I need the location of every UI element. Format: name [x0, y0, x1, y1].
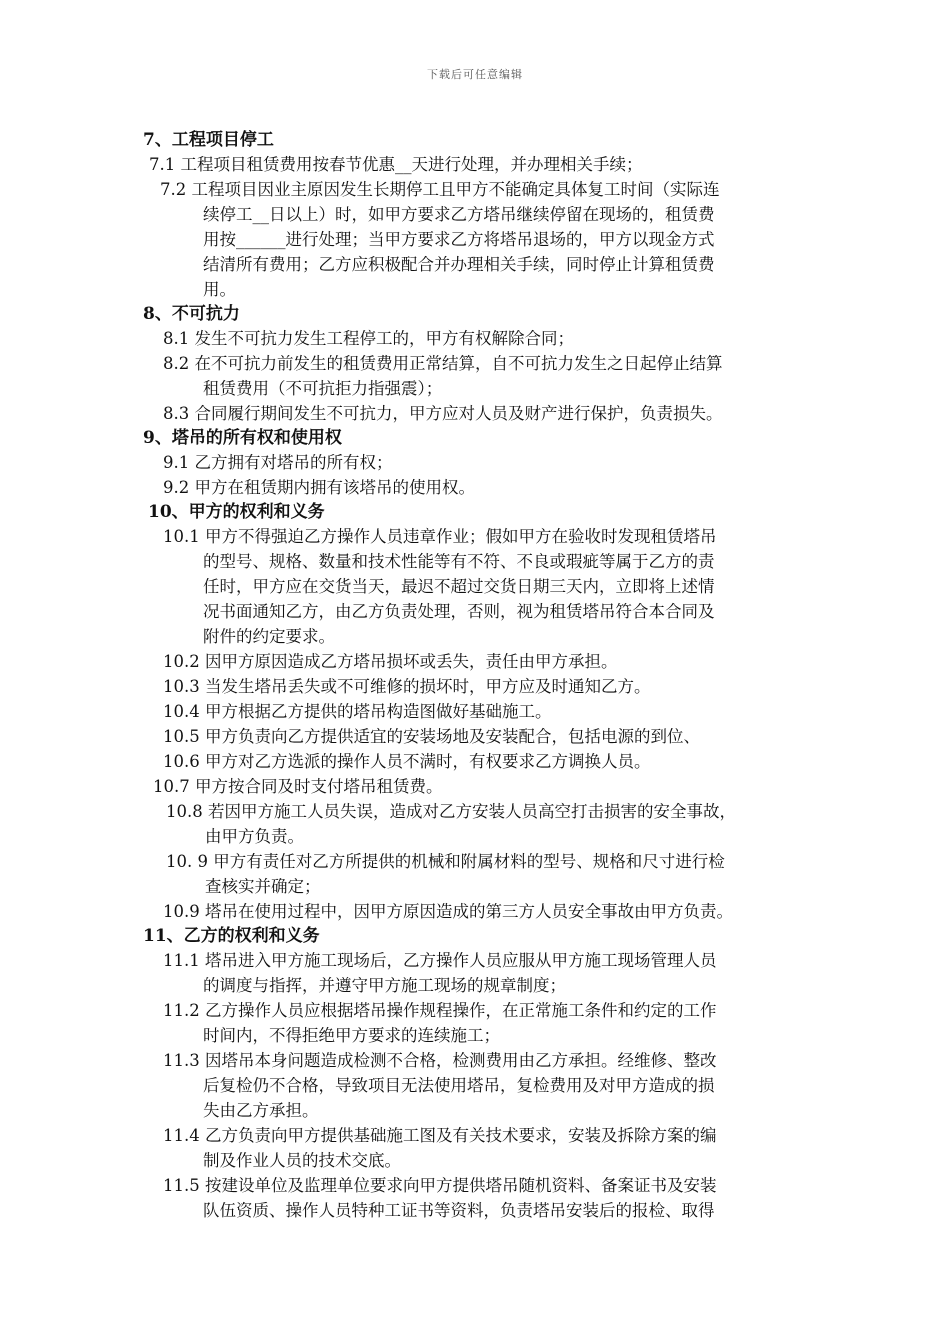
clause-line [203, 376, 442, 401]
clause-text: 结清所有费用；乙方应积极配合并办理相关手续，同时停止计算租赁费 [203, 255, 715, 274]
clause-line [163, 674, 650, 699]
clause-number: 10.3 [163, 677, 205, 696]
clause-text: 附件的约定要求。 [203, 627, 335, 646]
clause-line [203, 574, 715, 599]
clause-line [203, 1198, 715, 1223]
clause-text: 制及作业人员的技术交底。 [203, 1151, 401, 1170]
clause-text: 况书面通知乙方，由乙方负责处理，否则，视为租赁塔吊符合本合同及 [203, 602, 715, 621]
clause-text: 甲方有责任对乙方所提供的机械和附属材料的型号、规格和尺寸进行检 [213, 852, 725, 871]
clause-number: 10. 9 [166, 852, 214, 871]
clause-number: 8.1 [163, 329, 195, 348]
section-heading [143, 128, 274, 153]
clause-line [203, 1098, 319, 1123]
clause-text: 甲方对乙方选派的操作人员不满时，有权要求乙方调换人员。 [204, 752, 651, 771]
clause-line [205, 874, 321, 899]
clause-text: 失由乙方承担。 [203, 1101, 319, 1120]
clause-line [163, 351, 723, 376]
clause-text: 时间内，不得拒绝甲方要求的连续施工； [203, 1026, 500, 1045]
clause-text: 甲方在租赁期内拥有该塔吊的使用权。 [194, 478, 475, 497]
clause-line [203, 549, 715, 574]
clause-line [203, 1073, 715, 1098]
clause-number: 9.1 [163, 453, 195, 472]
clause-text: 塔吊在使用过程中，因甲方原因造成的第三方人员安全事故由甲方负责。 [204, 902, 733, 921]
clause-line [203, 252, 715, 277]
clause-text: 当发生塔吊丢失或不可维修的损坏时，甲方应及时通知乙方。 [204, 677, 651, 696]
clause-number: 8.2 [163, 354, 195, 373]
clause-line [163, 401, 723, 426]
clause-line [163, 948, 716, 973]
clause-number: 10.1 [163, 527, 205, 546]
clause-line [153, 774, 442, 799]
clause-line [163, 1123, 716, 1148]
clause-text: 队伍资质、操作人员特种工证书等资料，负责塔吊安装后的报检、取得 [203, 1201, 715, 1220]
clause-number: 10.5 [163, 727, 205, 746]
clause-number: 7.1 [149, 155, 181, 174]
clause-text: 因甲方原因造成乙方塔吊损坏或丢失，责任由甲方承担。 [204, 652, 618, 671]
clause-text: 的调度与指挥，并遵守甲方施工现场的规章制度； [203, 976, 566, 995]
page-header: 下载后可任意编辑 [427, 68, 523, 81]
clause-text: 任时，甲方应在交货当天，最迟不超过交货日期三天内，立即将上述情 [203, 577, 715, 596]
clause-line [203, 1023, 500, 1048]
clause-text: 塔吊进入甲方施工现场后，乙方操作人员应服从甲方施工现场管理人员 [204, 951, 717, 970]
clause-line [203, 973, 566, 998]
clause-text: 查核实并确定； [205, 877, 321, 896]
clause-text: 的型号、规格、数量和技术性能等有不符、不良或瑕疵等属于乙方的责 [203, 552, 715, 571]
section-heading [143, 426, 342, 451]
clause-text: 按建设单位及监理单位要求向甲方提供塔吊随机资料、备案证书及安装 [204, 1176, 717, 1195]
clause-line [163, 724, 700, 749]
clause-line [163, 899, 733, 924]
clause-text: 甲方不得强迫乙方操作人员违章作业；假如甲方在验收时发现租赁塔吊 [204, 527, 717, 546]
clause-line [203, 1148, 401, 1173]
clause-text: 乙方操作人员应根据塔吊操作规程操作，在正常施工条件和约定的工作 [204, 1001, 717, 1020]
clause-text: 合同履行期间发生不可抗力，甲方应对人员及财产进行保护，负责损失。 [194, 404, 723, 423]
clause-line [163, 450, 393, 475]
clause-number: 10.4 [163, 702, 205, 721]
clause-number: 9.2 [163, 478, 195, 497]
clause-text: 工程项目租赁费用按春节优惠__天进行处理，并办理相关手续； [180, 155, 643, 174]
clause-line [163, 998, 716, 1023]
clause-text: 后复检仍不合格，导致项目无法使用塔吊，复检费用及对甲方造成的损 [203, 1076, 715, 1095]
clause-text: 因塔吊本身问题造成检测不合格，检测费用由乙方承担。经维修、整改 [204, 1051, 717, 1070]
clause-line [163, 649, 617, 674]
clause-text: 租赁费用（不可抗拒力指强震）； [203, 379, 443, 398]
clause-line [163, 326, 574, 351]
clause-number: 10.7 [153, 777, 195, 796]
clause-line [205, 824, 304, 849]
clause-line [166, 849, 725, 874]
clause-text: 用。 [203, 280, 236, 299]
clause-number: 10.6 [163, 752, 205, 771]
clause-text: 甲方根据乙方提供的塔吊构造图做好基础施工。 [204, 702, 552, 721]
clause-line [149, 152, 643, 177]
clause-line [163, 1048, 716, 1073]
clause-line [203, 277, 236, 302]
clause-line [163, 475, 475, 500]
clause-text: 10、甲方的权利和义务 [148, 502, 325, 522]
clause-text: 由甲方负责。 [205, 827, 304, 846]
clause-text: 乙方负责向甲方提供基础施工图及有关技术要求，安装及拆除方案的编 [204, 1126, 717, 1145]
clause-line [203, 202, 715, 227]
clause-line [203, 227, 715, 252]
clause-number: 11.3 [163, 1051, 205, 1070]
section-heading [143, 302, 240, 327]
clause-number: 11.4 [163, 1126, 205, 1145]
clause-text: 工程项目因业主原因发生长期停工且甲方不能确定具体复工时间（实际连 [191, 180, 720, 199]
clause-line [160, 177, 720, 202]
clause-line [203, 624, 335, 649]
clause-number: 11.2 [163, 1001, 205, 1020]
clause-text: 若因甲方施工人员失误，造成对乙方安装人员高空打击损害的安全事故， [207, 802, 736, 821]
section-heading [143, 924, 320, 949]
clause-line [166, 799, 736, 824]
clause-line [163, 749, 650, 774]
clause-text: 8、不可抗力 [143, 304, 240, 324]
clause-number: 8.3 [163, 404, 195, 423]
clause-text: 11、乙方的权利和义务 [143, 926, 320, 946]
clause-text: 甲方负责向乙方提供适宜的安装场地及安装配合，包括电源的到位、 [204, 727, 700, 746]
clause-text: 用按______进行处理；当甲方要求乙方将塔吊退场的，甲方以现金方式 [203, 230, 715, 249]
clause-number: 11.5 [163, 1176, 205, 1195]
clause-text: 7、工程项目停工 [143, 130, 274, 150]
clause-text: 发生不可抗力发生工程停工的，甲方有权解除合同； [194, 329, 574, 348]
clause-text: 9、塔吊的所有权和使用权 [143, 428, 342, 448]
clause-number: 10.2 [163, 652, 205, 671]
clause-line [203, 599, 715, 624]
clause-text: 在不可抗力前发生的租赁费用正常结算，自不可抗力发生之日起停止结算 [194, 354, 723, 373]
section-heading [148, 500, 325, 525]
clause-text: 乙方拥有对塔吊的所有权； [194, 453, 393, 472]
clause-line [163, 524, 716, 549]
clause-text: 甲方按合同及时支付塔吊租赁费。 [194, 777, 443, 796]
clause-number: 7.2 [160, 180, 192, 199]
clause-line [163, 1173, 716, 1198]
clause-number: 10.9 [163, 902, 205, 921]
clause-number: 11.1 [163, 951, 205, 970]
clause-number: 10.8 [166, 802, 208, 821]
clause-line [163, 699, 551, 724]
clause-text: 续停工__日以上）时，如甲方要求乙方塔吊继续停留在现场的，租赁费 [203, 205, 715, 224]
